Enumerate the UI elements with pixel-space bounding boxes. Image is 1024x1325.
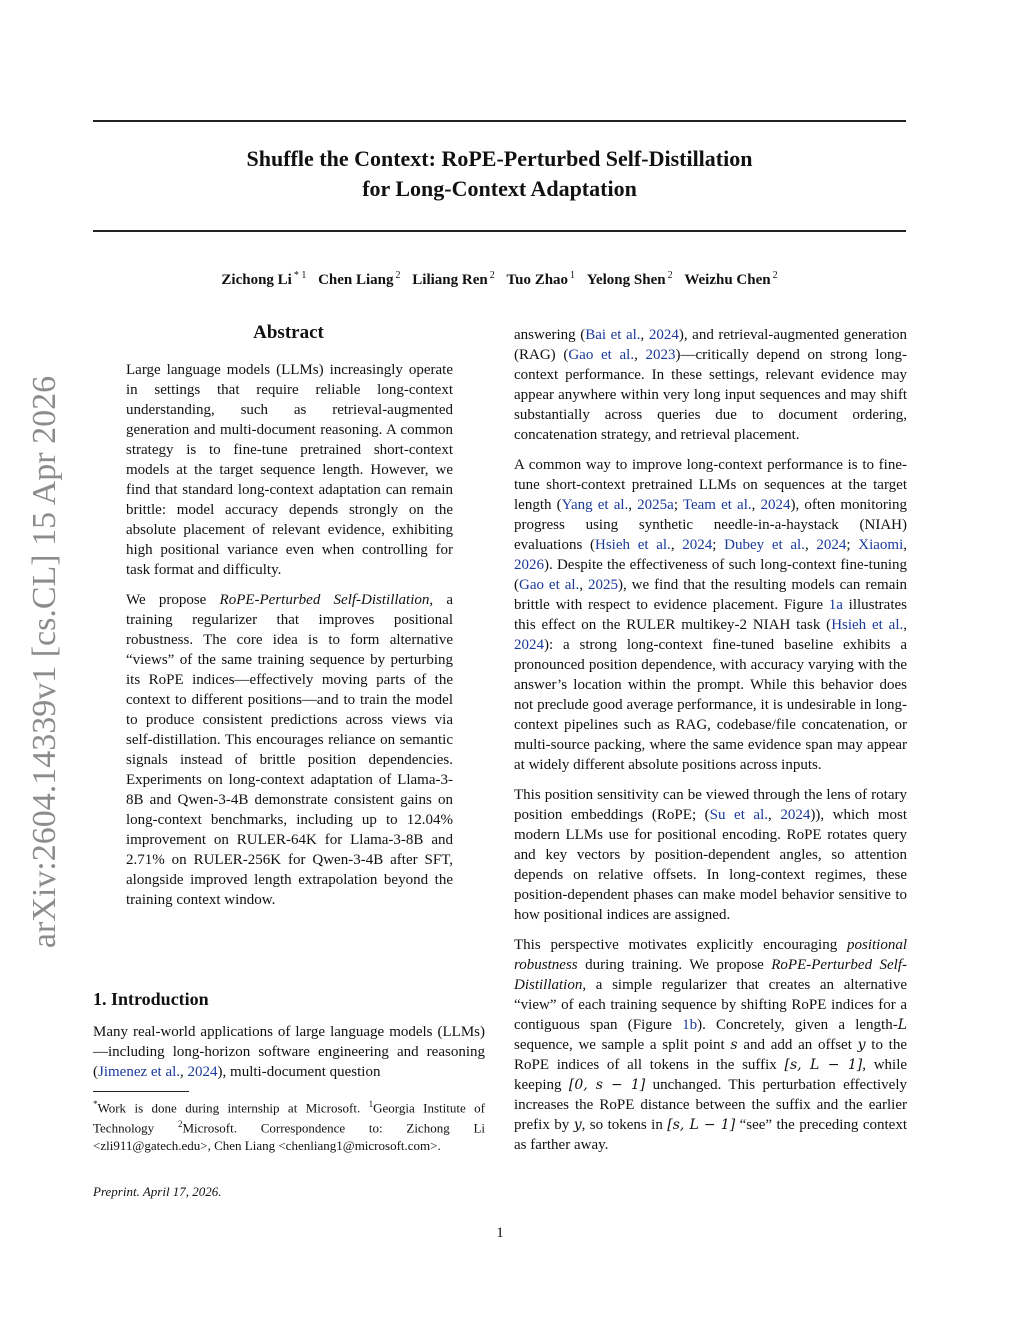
citation-year-link[interactable]: 2024	[514, 637, 544, 653]
abstract-paragraph-1: Large language models (LLMs) increasingly operate in settings that require reliable long-context understanding, such as retrieval-augmented generation and multi-document reasoning. A common strategy is to fine-tune pretrained short-context models at the target sequence length. However, we find that standard long-context adaptation can remain brittle: model accuracy depends strongly on the absolute placement of relevant evidence, exhibiting high positional variance even when controlling for task format and difficulty.	[126, 362, 453, 578]
intro-left-column	[93, 1022, 485, 1082]
citation-year-link[interactable]: 2024	[648, 327, 679, 343]
footnote-divider	[93, 1091, 189, 1092]
citation-link[interactable]: Gao et al.	[568, 347, 635, 363]
intro-paragraph-1: Many real-world applications of large language models (LLMs)—including long-horizon software engineering and reasoning (Jimenez et al., 2024), multi-document question	[93, 1024, 485, 1080]
title-rule-bottom	[93, 230, 906, 232]
preprint-note: Preprint. April 17, 2026.	[93, 1184, 222, 1199]
figure-ref-link[interactable]: 1a	[828, 597, 843, 613]
citation-year-link[interactable]: 2025a	[637, 497, 674, 513]
citation-link[interactable]: Team et al.	[682, 497, 752, 513]
citation-link[interactable]: Hsieh et al.	[831, 617, 904, 633]
citation-year-link[interactable]: 2023	[645, 347, 676, 363]
author: Tuo Zhao $^1$	[506, 270, 576, 288]
citation-year-link[interactable]: 2024	[780, 807, 811, 823]
citation-link[interactable]: Yang et al.	[561, 497, 629, 513]
citation-year-link[interactable]: 2024	[760, 497, 791, 513]
intro-paragraph-2: answering (Bai et al., 2024), and retrieval-augmented generation (RAG) (Gao et al., 2023)—critically depend on strong long-context performance. In these settings, relevant evidence may appear anywhere within very long input sequences and may shift substantially across queries due to document ordering, concatenation strategy, and retrieval placement.	[514, 327, 908, 443]
author: Liliang Ren $^2$	[412, 270, 495, 288]
abstract-body	[126, 360, 453, 920]
title-line-2: for Long-Context Adaptation	[362, 176, 637, 201]
intro-paragraph-3: A common way to improve long-context performance is to fine-tune short-context pretrained LLMs on sequences at the target length (Yang et al., 2025a; Team et al., 2024), often monitoring progress using synthetic needle-in-a-haystack (NIAH) evaluations (Hsieh et al., 2024; Dubey et al., 2024; Xiaomi, 2026). Despite the effectiveness of such long-context fine-tuning (Gao et al., 2025), we find that the resulting models can remain brittle with respect to evidence placement. Figure 1a illustrates this effect on the RULER multikey-2 NIAH task (Hsieh et al., 2024): a strong long-context fine-tuned baseline exhibits a pronounced position dependence, with accuracy varying with the answer’s location within the prompt. While this behavior does not preclude good average performance, it is undesirable in long-context pipelines such as RAG, codebase/file concatenation, or multi-source packing, where the same evidence span may appear at widely different absolute positions across inputs.	[514, 457, 908, 773]
paper-title	[93, 144, 906, 204]
citation-year-link[interactable]: 2024	[682, 537, 713, 553]
footnote: *Work is done during internship at Microsoft. $^1$Georgia Institute of Technology $^2$Microsoft. Correspondence to: Zichong Li <zli911@gatech.edu>, Chen Liang <chenliang1@microsoft.com>.	[93, 1099, 485, 1153]
citation-year-link[interactable]: 2024	[816, 537, 847, 553]
title-line-1: Shuffle the Context: RoPE-Perturbed Self-Distillation	[246, 146, 753, 171]
abstract-heading: Abstract	[253, 322, 324, 343]
author: Weizhu Chen $^2$	[684, 270, 778, 288]
section-heading-introduction: 1. Introduction	[93, 989, 209, 1009]
title-rule-top	[93, 120, 906, 122]
citation-link[interactable]: Hsieh et al.	[595, 537, 671, 553]
author: Yelong Shen $^2$	[586, 270, 673, 288]
author: Zichong Li $^{* 1}$	[221, 270, 307, 288]
citation-year-link[interactable]: 2025	[587, 577, 618, 593]
citation-link[interactable]: Bai et al.	[585, 327, 641, 343]
intro-paragraph-5: This perspective motivates explicitly encouraging positional robustness during training. We propose RoPE-Perturbed Self-Distillation, a simple regularizer that creates an alternative “view” of each training sequence by shifting RoPE indices for a contiguous span (Figure 1b). Concretely, given a length-L sequence, we sample a split point s and add an offset y to the RoPE indices of all tokens in the suffix [s, L − 1], while keeping [0, s − 1] unchanged. This perturbation effectively increases the RoPE distance between the suffix and the earlier prefix by y, so tokens in [s, L − 1] “see” the preceding context as farther away.	[514, 937, 908, 1153]
citation-link[interactable]: Su et al.	[709, 807, 769, 823]
citation-link[interactable]: Jimenez et al.	[98, 1064, 181, 1080]
intro-right-column	[514, 325, 907, 1165]
citation-link[interactable]: Dubey et al.	[724, 537, 805, 553]
intro-paragraph-4: This position sensitivity can be viewed through the lens of rotary position embeddings (RoPE; (Su et al., 2024)), which most modern LLMs use for positional encoding. RoPE rotates query and key vectors by position-dependent angles, so attention depends on relative offsets. In long-context regimes, these position-dependent phases can make model behavior sensitive to how positional indices are assigned.	[514, 787, 908, 923]
page-number: 1	[496, 1225, 504, 1241]
citation-link[interactable]: Gao et al.	[519, 577, 580, 593]
citation-link[interactable]: Xiaomi	[858, 537, 904, 553]
arxiv-identifier: arXiv:2604.14339v1 [cs.CL] 15 Apr 2026	[26, 375, 63, 949]
citation-year-link[interactable]: 2026	[514, 557, 544, 573]
author-list	[93, 265, 906, 291]
citation-year-link[interactable]: 2024	[187, 1064, 218, 1080]
author: Chen Liang $^2$	[318, 270, 401, 288]
abstract-paragraph-2: We propose RoPE-Perturbed Self-Distillation, a training regularizer that improves positional robustness. The core idea is to form alternative “views” of the same training sequence by perturbing its RoPE indices—effectively moving parts of the context to different positions—and to train the model to produce consistent predictions across views via self-distillation. This encourages reliance on semantic signals instead of brittle position dependencies. Experiments on long-context adaptation of Llama-3-8B and Qwen-3-4B demonstrate consistent gains on long-context benchmarks, including up to 12.04% improvement on RULER-64K for Llama-3-8B and 2.71% on RULER-256K for Qwen-3-4B after SFT, alongside improved length extrapolation beyond the training context window.	[126, 592, 453, 908]
figure-ref-link[interactable]: 1b	[682, 1017, 698, 1033]
